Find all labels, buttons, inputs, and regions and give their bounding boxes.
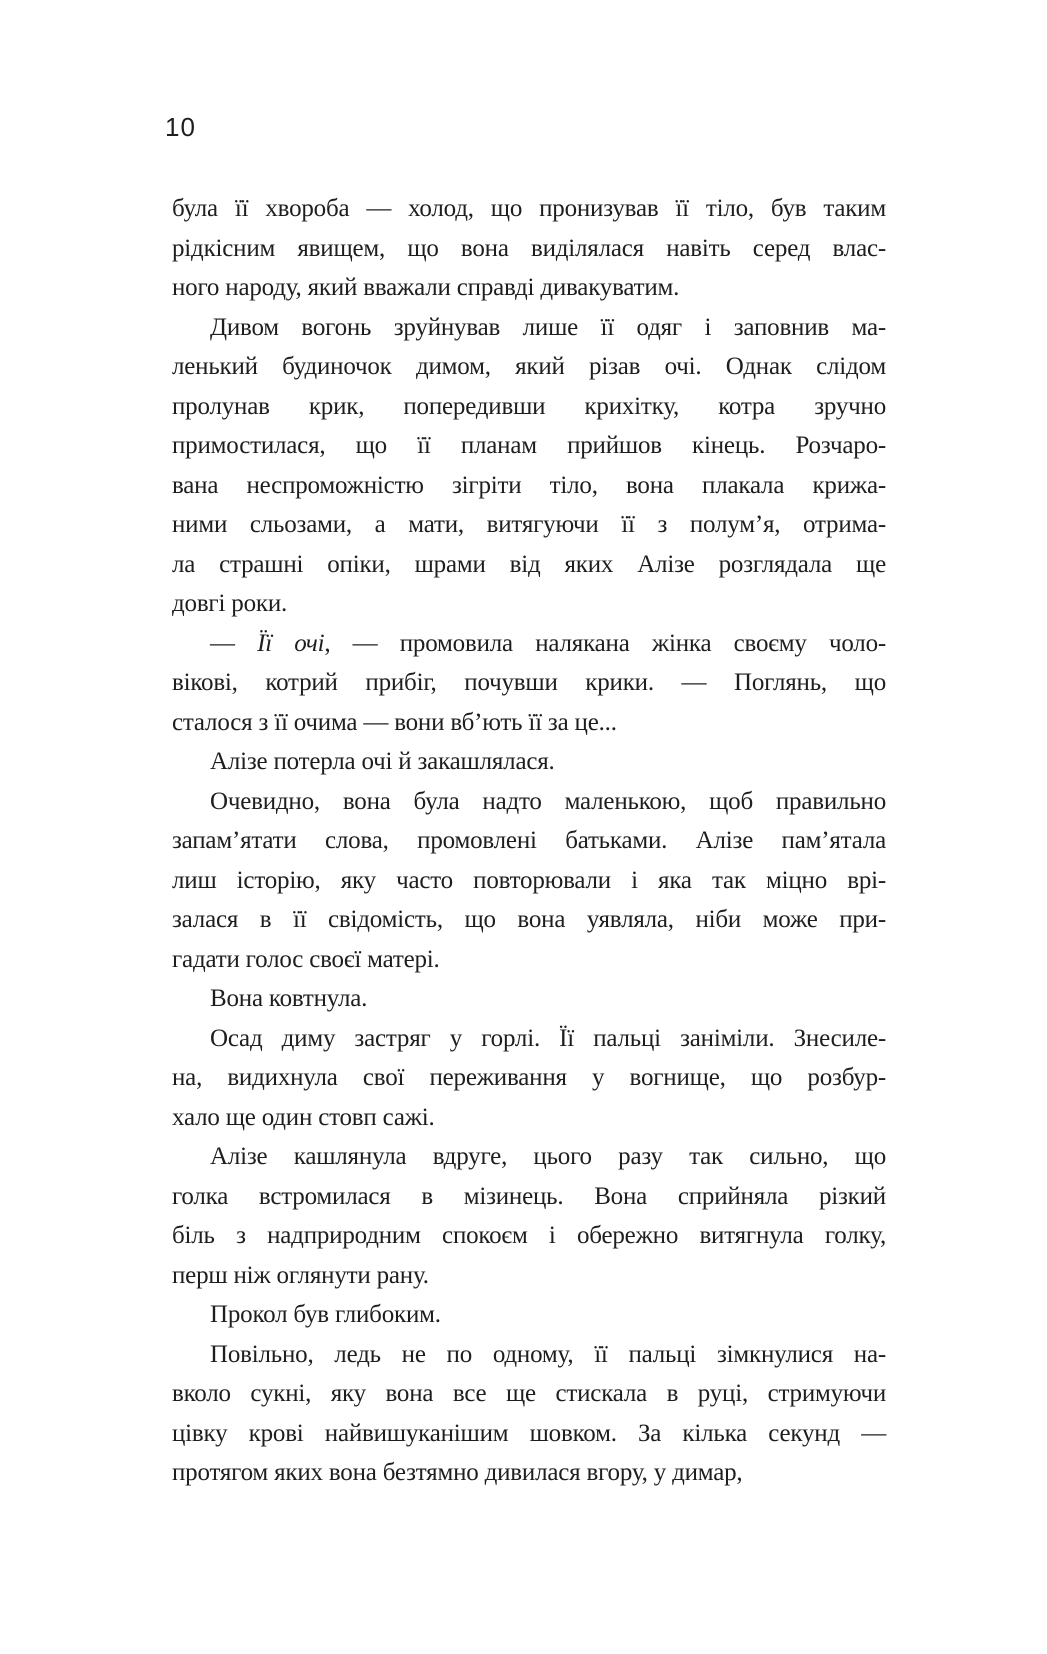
text-segment: хало ще один стовп сажі. <box>172 1103 435 1131</box>
text-segment: Алізе кашлянула вдруге, цього разу так сильно, що <box>210 1143 886 1170</box>
text-line <box>172 308 886 348</box>
text-segment: рідкісним явищем, що вона виділялася навіть серед влас- <box>172 234 886 262</box>
text-line <box>172 861 886 901</box>
text-line <box>172 1216 886 1256</box>
text-block <box>172 189 886 1493</box>
text-segment: гадати голос своєї матері. <box>172 945 440 973</box>
text-segment: біль з надприродним спокоєм і обережно витягнула голку, <box>172 1222 886 1249</box>
text-segment: , — промовила налякана жінка своєму чоло- <box>324 629 887 657</box>
text-line <box>172 189 886 229</box>
text-segment: Очевидно, вона була надто маленькою, щоб правильно <box>210 787 886 815</box>
text-line <box>172 268 886 308</box>
text-line <box>172 1137 886 1177</box>
text-line <box>172 466 886 506</box>
text-line <box>172 584 886 624</box>
text-segment: цівку крові найвишуканішим шовком. За кілька секунд — <box>172 1419 886 1447</box>
text-segment: на, видихнула свої переживання у вогнище, що розбур- <box>172 1064 886 1091</box>
text-line <box>172 1019 886 1059</box>
text-line <box>172 979 886 1019</box>
text-segment: Дивом вогонь зруйнував лише її одяг і заповнив ма- <box>210 313 886 341</box>
text-line <box>172 940 886 980</box>
text-segment: примостилася, що її планам прийшов кінець. Розчаро- <box>172 432 886 459</box>
text-line <box>172 1453 886 1493</box>
text-segment: вана неспроможністю зігріти тіло, вона плакала крижа- <box>172 471 886 499</box>
text-line <box>172 1374 886 1414</box>
text-segment: Осад диму застряг у горлі. Її пальці заніміли. Знесиле- <box>210 1024 886 1052</box>
text-segment: ла страшні опіки, шрами від яких Алізе розглядала ще <box>172 550 886 578</box>
text-line <box>172 1295 886 1335</box>
text-line <box>172 1335 886 1375</box>
text-segment: була її хвороба — холод, що пронизував її тіло, був таким <box>172 195 886 222</box>
text-segment: вікові, котрий прибіг, почувши крики. — Поглянь, що <box>172 669 886 696</box>
text-line <box>172 1058 886 1098</box>
text-segment: Вона ковтнула. <box>210 985 368 1012</box>
text-segment: залася в її свідомість, що вона уявляла, ніби може при- <box>172 906 886 933</box>
text-line <box>172 782 886 822</box>
text-segment: вколо сукні, яку вона все ще стискала в руці, стримуючи <box>172 1380 886 1407</box>
text-segment: запам’ятати слова, промовлені батьками. Алізе пам’ятала <box>172 827 886 854</box>
text-line <box>172 1414 886 1454</box>
text-line <box>172 742 886 782</box>
text-segment: ними сльозами, а мати, витягуючи її з полум’я, отрима- <box>172 511 886 538</box>
text-line <box>172 900 886 940</box>
text-line <box>172 663 886 703</box>
text-line <box>172 1256 886 1296</box>
text-segment: Повільно, ледь не по одному, її пальці зімкнулися на- <box>210 1340 886 1368</box>
text-segment: лиш історію, яку часто повторювали і яка так міцно врі- <box>172 866 886 894</box>
text-segment: пролунав крик, попередивши крихітку, котра зручно <box>172 392 886 420</box>
text-segment: протягом яких вона безтямно дивилася вгору, у димар, <box>172 1459 743 1486</box>
text-segment: ленький будиночок димом, який різав очі. Однак слідом <box>172 353 886 380</box>
text-line <box>172 347 886 387</box>
text-line <box>172 229 886 269</box>
text-line <box>172 505 886 545</box>
text-segment: Алізе потерла очі й закашлялася. <box>210 748 555 775</box>
text-segment: перш ніж оглянути рану. <box>172 1261 429 1289</box>
text-segment: — <box>210 629 258 657</box>
text-segment: Прокол був глибоким. <box>210 1301 441 1328</box>
text-line <box>172 1177 886 1217</box>
text-line <box>172 703 886 743</box>
text-segment: голка встромилася в мізинець. Вона сприйняла різкий <box>172 1182 886 1210</box>
text-line <box>172 426 886 466</box>
text-line <box>172 545 886 585</box>
text-segment: сталося з її очима — вони вб’ють її за це... <box>172 708 617 736</box>
text-segment: довгі роки. <box>172 590 288 617</box>
text-line <box>172 1098 886 1138</box>
text-line <box>172 821 886 861</box>
italic-text-segment: Її очі <box>257 629 325 657</box>
text-line <box>172 624 886 664</box>
text-line <box>172 387 886 427</box>
text-segment: ного народу, який вважали справді дивакуватим. <box>172 274 680 301</box>
page-number: 10 <box>165 112 196 142</box>
